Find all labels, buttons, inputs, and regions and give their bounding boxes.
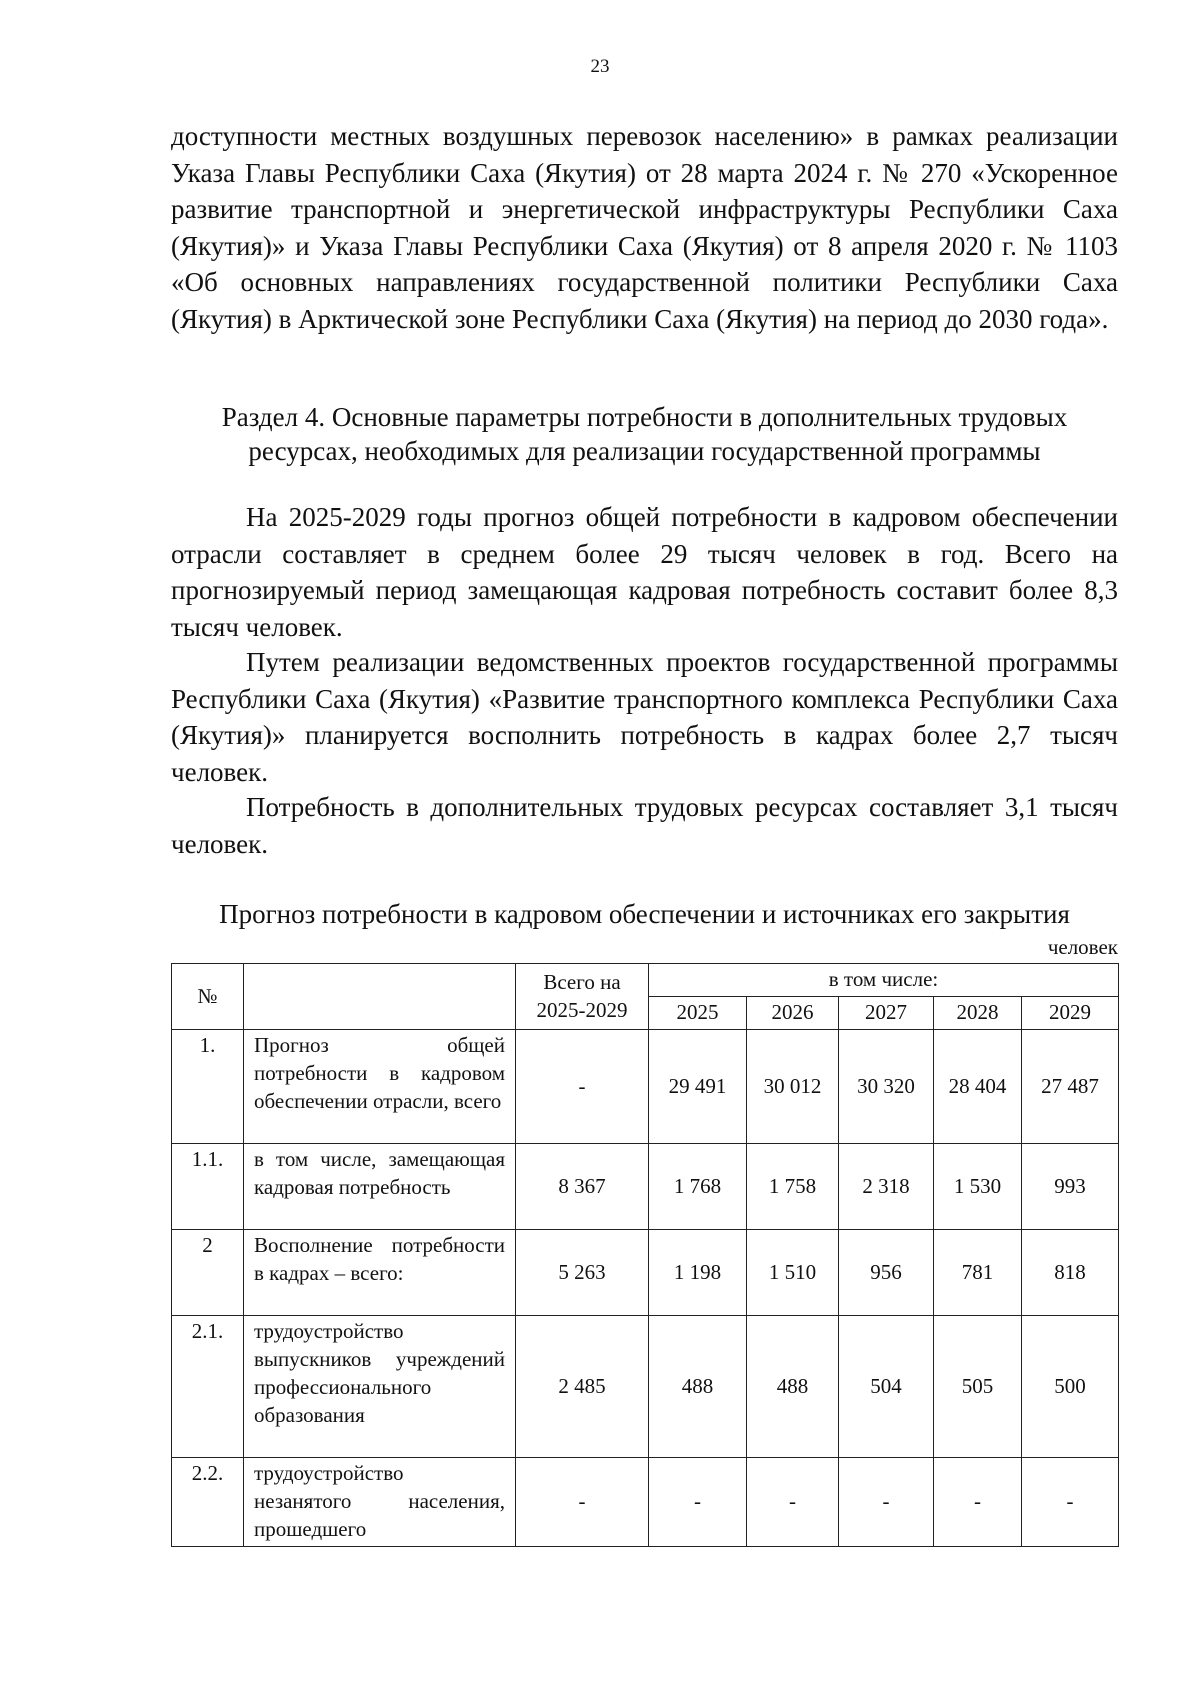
row-total: -: [516, 1458, 649, 1547]
row-total: -: [516, 1030, 649, 1144]
row-total: 2 485: [516, 1316, 649, 1458]
row-value: 956: [839, 1230, 934, 1316]
row-value: 488: [649, 1316, 747, 1458]
header-total: Всего на 2025-2029: [516, 964, 649, 1030]
row-name: Восполнение потребности в кадрах – всего:: [244, 1230, 516, 1316]
row-value: 2 318: [839, 1144, 934, 1230]
row-value: 818: [1022, 1230, 1119, 1316]
row-name: в том числе, замещающая кадровая потребность: [244, 1144, 516, 1230]
row-name: трудоустройство незанятого населения, прошедшего: [244, 1458, 516, 1547]
row-value: 500: [1022, 1316, 1119, 1458]
row-value: 30 320: [839, 1030, 934, 1144]
header-year: 2026: [747, 997, 839, 1030]
header-year: 2025: [649, 997, 747, 1030]
row-value: 993: [1022, 1144, 1119, 1230]
header-including: в том числе:: [649, 964, 1119, 997]
table-row: [172, 1316, 1119, 1458]
row-value: 1 758: [747, 1144, 839, 1230]
page-number: 23: [590, 56, 610, 77]
row-number: 2.2.: [172, 1458, 244, 1547]
table-row: [172, 1458, 1119, 1547]
row-value: 1 530: [934, 1144, 1022, 1230]
paragraph-forecast: [171, 499, 1118, 645]
section-heading: [171, 400, 1118, 468]
table-row: [172, 1144, 1119, 1230]
header-number: №: [172, 964, 244, 1030]
header-name: [244, 964, 516, 1030]
row-value: -: [934, 1458, 1022, 1547]
paragraph-additional-need: [171, 789, 1118, 862]
row-value: 1 768: [649, 1144, 747, 1230]
header-year: 2028: [934, 997, 1022, 1030]
header-year: 2027: [839, 997, 934, 1030]
paragraph-projects-text: Путем реализации ведомственных проектов государственной программы Республики Саха (Якутия) «Развитие транспортного комплекса Республики Саха (Якутия)» планируется восполнить потребность в кадрах более 2,7 тысяч человек.: [171, 647, 1118, 787]
row-number: 2.1.: [172, 1316, 244, 1458]
row-value: -: [747, 1458, 839, 1547]
row-value: 29 491: [649, 1030, 747, 1144]
header-year: 2029: [1022, 997, 1119, 1030]
section-heading-line-1: Раздел 4. Основные параметры потребности в дополнительных трудовых: [221, 402, 1068, 432]
row-value: 488: [747, 1316, 839, 1458]
row-value: 27 487: [1022, 1030, 1119, 1144]
row-name: Прогноз общей потребности в кадровом обеспечении отрасли, всего: [244, 1030, 516, 1144]
row-value: -: [1022, 1458, 1119, 1547]
row-name: трудоустройство выпускников учреждений профессионального образования: [244, 1316, 516, 1458]
section-heading-line-2: ресурсах, необходимых для реализации государственной программы: [248, 436, 1041, 466]
row-number: 1.1.: [172, 1144, 244, 1230]
row-total: 5 263: [516, 1230, 649, 1316]
paragraph-additional-need-text: Потребность в дополнительных трудовых ресурсах составляет 3,1 тысяч человек.: [171, 792, 1118, 859]
row-total: 8 367: [516, 1144, 649, 1230]
table-row: [172, 1030, 1119, 1144]
intro-paragraph: доступности местных воздушных перевозок населению» в рамках реализации Указа Главы Республики Саха (Якутия) от 28 марта 2024 г. № 270 «Ускоренное развитие транспортной и энергетической инфраструктуры Республики Саха (Якутия)» и Указа Главы Республики Саха (Якутия) от 8 апреля 2020 г. № 1103 «Об основных направлениях государственной политики Республики Саха (Якутия) в Арктической зоне Республики Саха (Якутия) на период до 2030 года».: [171, 121, 1118, 334]
table-header-row: [172, 964, 1119, 997]
row-value: 504: [839, 1316, 934, 1458]
row-value: -: [839, 1458, 934, 1547]
table-unit-label: человек: [1047, 935, 1118, 959]
staffing-forecast-table: [171, 963, 1119, 1547]
row-value: 1 198: [649, 1230, 747, 1316]
table-title: Прогноз потребности в кадровом обеспечении и источниках его закрытия: [219, 899, 1070, 929]
row-number: 2: [172, 1230, 244, 1316]
table-row: [172, 1230, 1119, 1316]
row-number: 1.: [172, 1030, 244, 1144]
paragraph-forecast-text: На 2025-2029 годы прогноз общей потребности в кадровом обеспечении отрасли составляет в среднем более 29 тысяч человек в год. Всего на прогнозируемый период замещающая кадровая потребность составит более 8,3 тысяч человек.: [171, 502, 1118, 642]
row-value: 28 404: [934, 1030, 1022, 1144]
row-value: 505: [934, 1316, 1022, 1458]
row-value: 781: [934, 1230, 1022, 1316]
row-value: 30 012: [747, 1030, 839, 1144]
row-value: 1 510: [747, 1230, 839, 1316]
row-value: -: [649, 1458, 747, 1547]
paragraph-projects: [171, 644, 1118, 790]
